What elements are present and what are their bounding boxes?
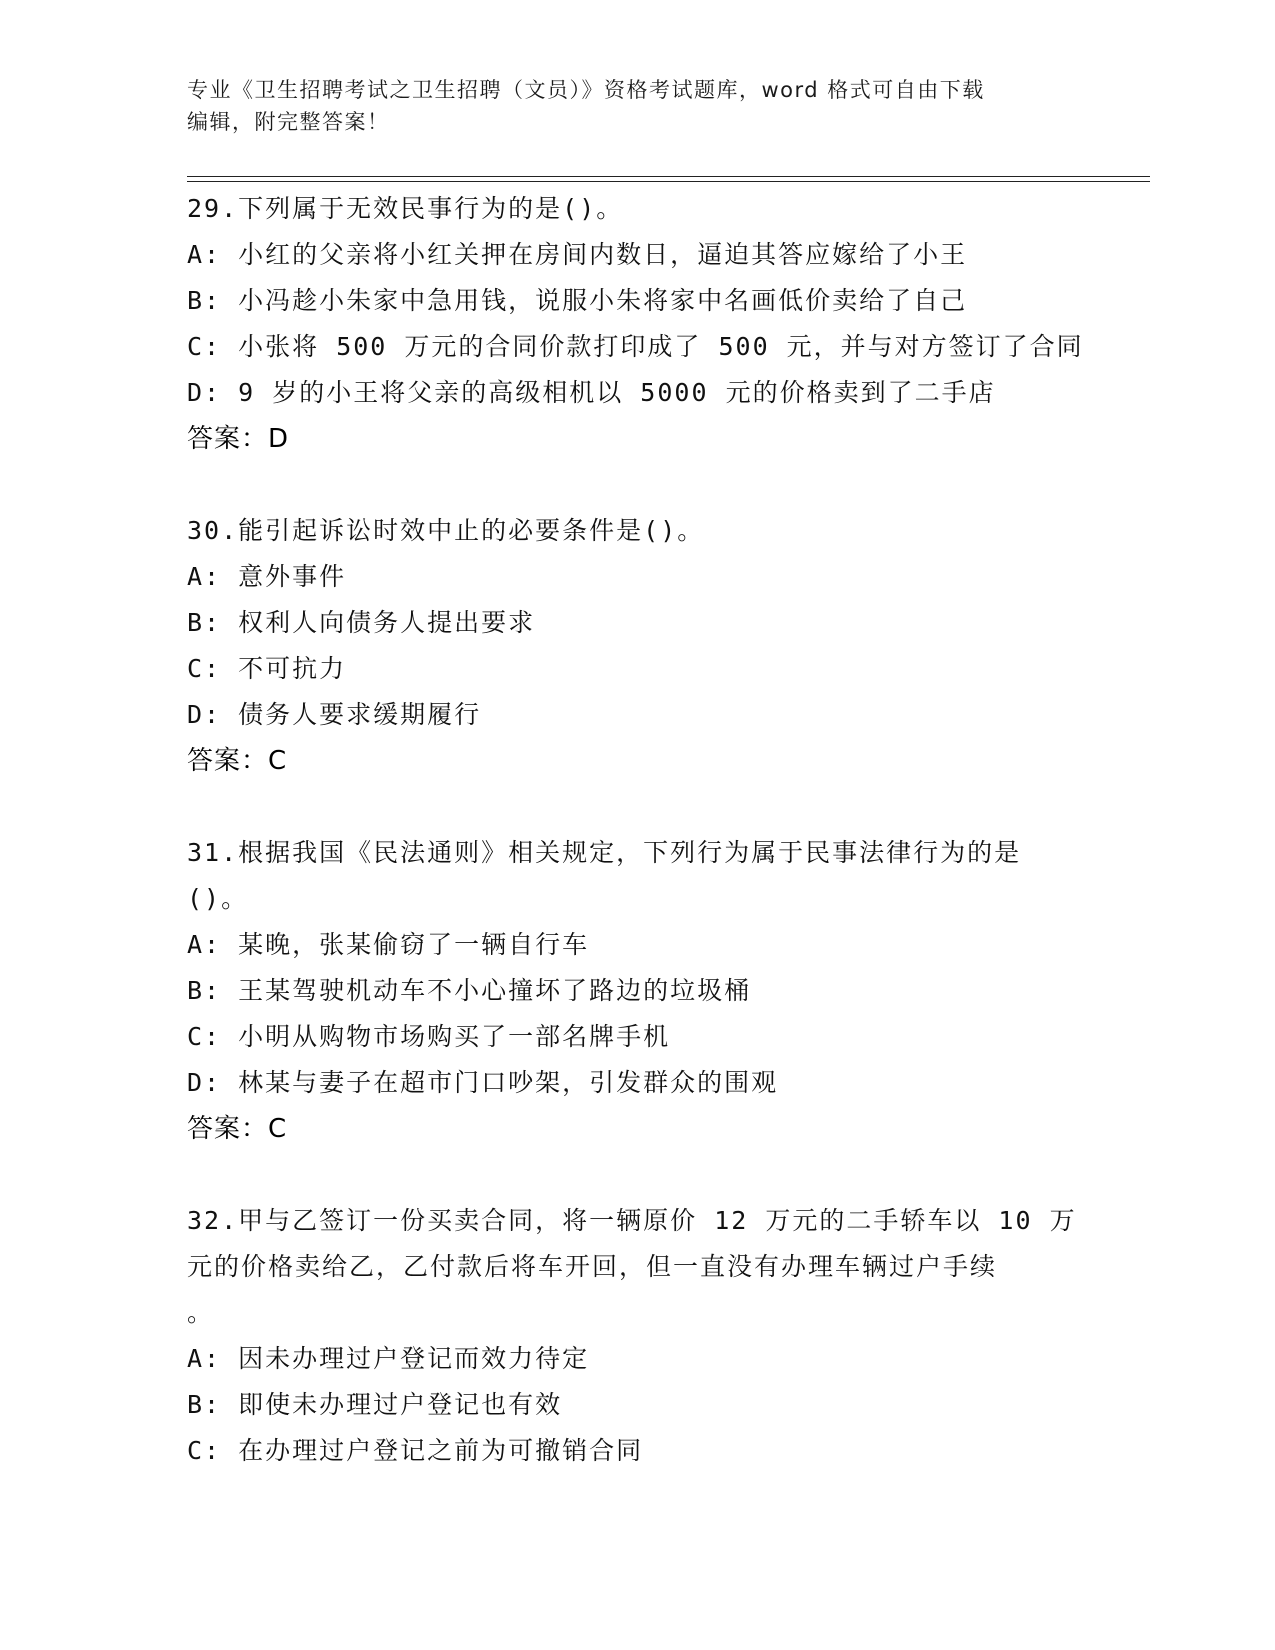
document-header [187, 74, 1067, 138]
header-divider-bottom [187, 181, 1150, 182]
option-b: B: 权利人向债务人提出要求 [187, 608, 536, 637]
option-d: D: 债务人要求缓期履行 [187, 700, 482, 729]
question-stem-line-1: 31.根据我国《民法通则》相关规定，下列行为属于民事法律行为的是 [187, 838, 1022, 867]
question-stem-line-2: ()。 [187, 884, 249, 913]
option-b: B: 即使未办理过户登记也有效 [187, 1390, 563, 1419]
header-line-1: 专业《卫生招聘考试之卫生招聘（文员）》资格考试题库，word 格式可自由下载 [187, 78, 985, 102]
question-stem: 29.下列属于无效民事行为的是()。 [187, 194, 624, 223]
option-a: A: 某晚，张某偷窃了一辆自行车 [187, 930, 590, 959]
question-list [187, 186, 1087, 1474]
header-line-2: 编辑，附完整答案！ [187, 110, 390, 134]
option-c: C: 不可抗力 [187, 654, 347, 683]
question-stem-line-1: 32.甲与乙签订一份买卖合同，将一辆原价 12 万元的二手轿车以 10 万 [187, 1206, 1077, 1235]
question-29 [187, 186, 1087, 462]
option-c: C: 小张将 500 万元的合同价款打印成了 500 元，并与对方签订了合同 [187, 332, 1084, 361]
question-32 [187, 1198, 1087, 1474]
option-a: A: 因未办理过户登记而效力待定 [187, 1344, 590, 1373]
option-a: A: 意外事件 [187, 562, 347, 591]
answer-label: 答案：D [187, 424, 290, 454]
question-30 [187, 508, 1087, 784]
answer-label: 答案：C [187, 1114, 288, 1144]
header-divider-top [187, 176, 1150, 177]
option-d: D: 林某与妻子在超市门口吵架，引发群众的围观 [187, 1068, 779, 1097]
option-c: C: 小明从购物市场购买了一部名牌手机 [187, 1022, 671, 1051]
option-c: C: 在办理过户登记之前为可撤销合同 [187, 1436, 644, 1465]
option-d: D: 9 岁的小王将父亲的高级相机以 5000 元的价格卖到了二手店 [187, 378, 996, 407]
question-31 [187, 830, 1087, 1152]
answer-label: 答案：C [187, 746, 288, 776]
option-a: A: 小红的父亲将小红关押在房间内数日，逼迫其答应嫁给了小王 [187, 240, 968, 269]
question-stem: 30.能引起诉讼时效中止的必要条件是()。 [187, 516, 705, 545]
question-stem-line-3: 。 [187, 1298, 215, 1327]
question-stem-line-2: 元的价格卖给乙，乙付款后将车开回，但一直没有办理车辆过户手续 [187, 1252, 998, 1281]
option-b: B: 小冯趁小朱家中急用钱，说服小朱将家中名画低价卖给了自己 [187, 286, 968, 315]
option-b: B: 王某驾驶机动车不小心撞坏了路边的垃圾桶 [187, 976, 752, 1005]
